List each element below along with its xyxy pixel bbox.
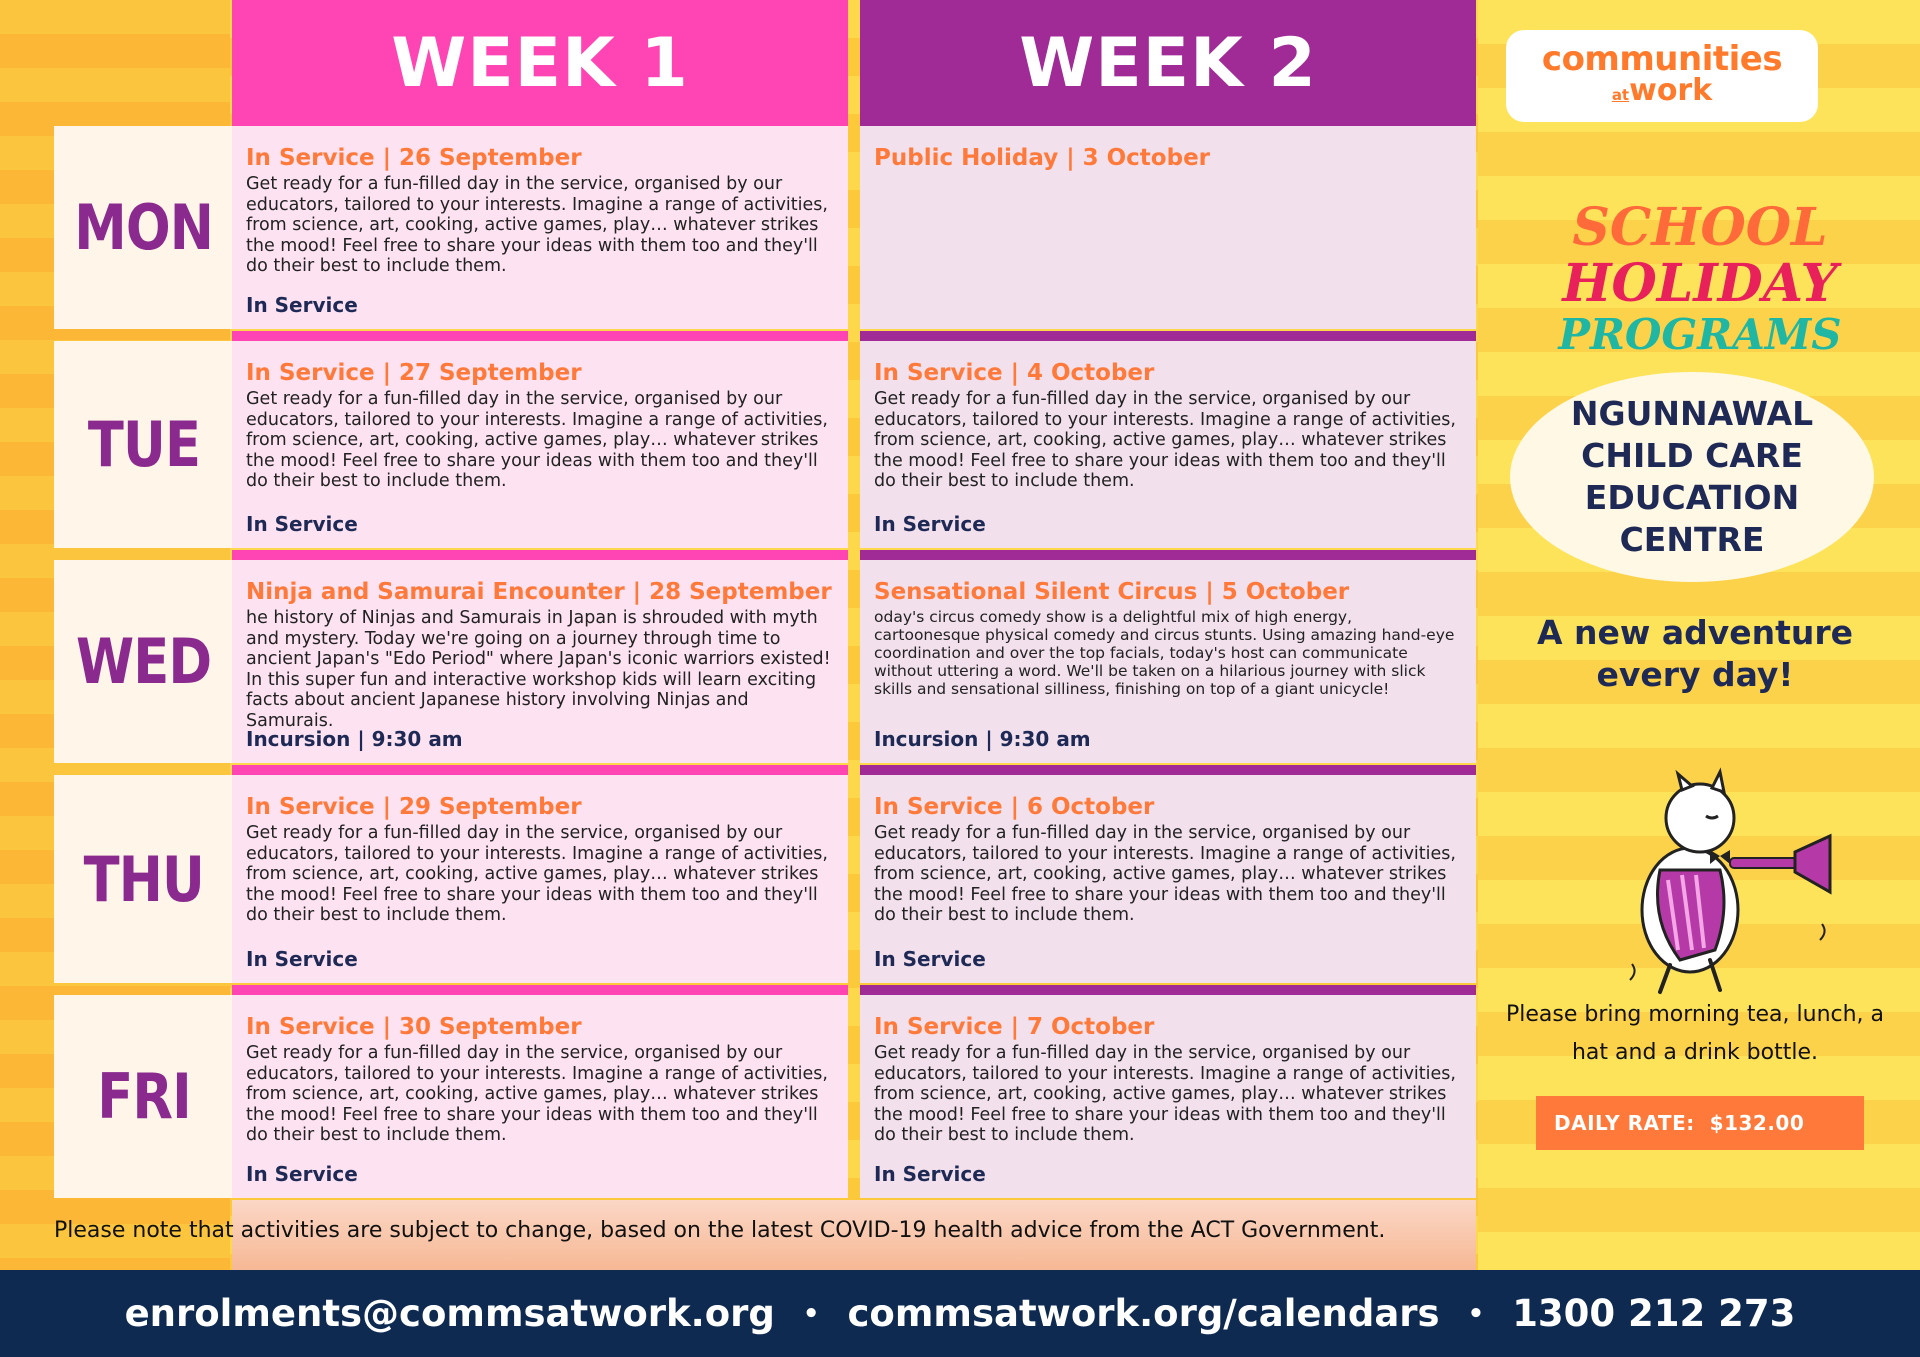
activity-title: Public Holiday | 3 October (874, 145, 1211, 171)
activity-cell-wed-week2 (860, 560, 1476, 763)
activity-type: In Service (246, 947, 358, 971)
activity-title: In Service | 4 October (874, 360, 1155, 386)
activity-description: Get ready for a fun-filled day in the service, organised by our educators, tailored to your interests. Imagine a range of activities, from science, art, cooking, active games, play… whatever strikes the mood! Feel free to share your ideas with them too and they'll do their best to include them. (874, 823, 1456, 925)
activity-description: Get ready for a fun-filled day in the service, organised by our educators, tailored to your interests. Imagine a range of activities, from science, art, cooking, active games, play… whatever strikes the mood! Feel free to share your ideas with them too and they'll do their best to include them. (874, 1043, 1456, 1145)
week-2-header: WEEK 2 (860, 0, 1476, 126)
day-label-text: THU (83, 842, 205, 916)
footer-email[interactable]: enrolments@commsatwork.org (124, 1292, 775, 1335)
day-label-fri (54, 995, 234, 1198)
daily-rate-badge (1536, 1096, 1864, 1150)
activity-cell-fri-week1 (232, 995, 848, 1198)
activity-title: In Service | 29 September (246, 794, 582, 820)
activity-cell-tue-week1 (232, 341, 848, 548)
day-label-thu (54, 775, 234, 983)
activity-title: In Service | 30 September (246, 1014, 582, 1040)
activity-cell-mon-week2 (860, 126, 1476, 329)
activity-description: Get ready for a fun-filled day in the service, organised by our educators, tailored to your interests. Imagine a range of activities, from science, art, cooking, active games, play… whatever strikes the mood! Feel free to share your ideas with them too and they'll do their best to include them. (246, 389, 828, 491)
contact-footer (0, 1270, 1920, 1357)
centre-name: NGUNNAWAL CHILD CARE EDUCATION CENTRE (1570, 394, 1814, 559)
centre-name-oval (1510, 372, 1874, 582)
footer-separator-1: • (802, 1298, 820, 1329)
day-label-text: WED (76, 625, 212, 698)
activity-cell-tue-week2 (860, 341, 1476, 548)
activity-title: In Service | 26 September (246, 145, 582, 171)
logo-at: at (1611, 86, 1630, 104)
activity-type: Incursion | 9:30 am (246, 727, 463, 751)
activity-cell-thu-week2 (860, 775, 1476, 983)
activity-type: In Service (246, 512, 358, 536)
activity-type: Incursion | 9:30 am (874, 727, 1091, 751)
logo-work: work (1629, 73, 1713, 108)
footer-website[interactable]: commsatwork.org/calendars (847, 1292, 1440, 1335)
day-label-wed (54, 560, 234, 763)
trumpet-mascot-illustration (1620, 760, 1840, 1000)
communities-at-work-logo (1506, 30, 1818, 122)
tagline: A new adventure every day! (1536, 613, 1854, 694)
activity-description: he history of Ninjas and Samurais in Japan is shrouded with myth and mystery. Today we're going on a journey through time to ancient Japan's "Edo Period" where Japan's iconic warriors existed! In this super fun and interactive workshop kids will learn exciting facts about ancient Japanese history involving Ninjas and Samurais. (246, 608, 831, 731)
day-label-text: MON (74, 191, 214, 264)
logo-line-2 (1611, 73, 1713, 110)
day-label-text: TUE (87, 408, 201, 481)
activity-title: In Service | 27 September (246, 360, 582, 386)
program-title-line-1 (1500, 197, 1900, 314)
activity-description: oday's circus comedy show is a delightful mix of high energy, cartoonesque physical comedy and circus stunts. Using amazing hand-eye coordination and over the top facials, today's host can communicate without uttering a word. We'll be taken on a hilarious journey with slick skills and sensational silliness, finishing on top of a giant unicycle! (874, 608, 1455, 698)
logo-line-1: communities (1541, 39, 1783, 79)
activity-title: Ninja and Samurai Encounter | 28 September (246, 579, 832, 605)
activity-title: Sensational Silent Circus | 5 October (874, 579, 1350, 605)
activity-cell-wed-week1 (232, 560, 848, 763)
day-label-text: FRI (97, 1060, 191, 1133)
footer-separator-2: • (1467, 1298, 1485, 1329)
activity-description: Get ready for a fun-filled day in the service, organised by our educators, tailored to your interests. Imagine a range of activities, from science, art, cooking, active games, play… whatever strikes the mood! Feel free to share your ideas with them too and they'll do their best to include them. (246, 823, 828, 925)
activity-type: In Service (246, 1162, 358, 1186)
week-1-header: WEEK 1 (232, 0, 848, 126)
footer-phone[interactable]: 1300 212 273 (1512, 1292, 1796, 1335)
activity-title: In Service | 7 October (874, 1014, 1155, 1040)
activity-cell-mon-week1 (232, 126, 848, 329)
activity-type: In Service (246, 293, 358, 317)
activity-description: Get ready for a fun-filled day in the service, organised by our educators, tailored to your interests. Imagine a range of activities, from science, art, cooking, active games, play… whatever strikes the mood! Feel free to share your ideas with them too and they'll do their best to include them. (246, 174, 828, 276)
day-label-tue (54, 341, 234, 548)
activity-title: In Service | 6 October (874, 794, 1155, 820)
activity-cell-fri-week2 (860, 995, 1476, 1198)
daily-rate-label: DAILY RATE: (1554, 1111, 1695, 1135)
program-school-word: SCHOOL (1572, 197, 1828, 258)
activity-description: Get ready for a fun-filled day in the service, organised by our educators, tailored to your interests. Imagine a range of activities, from science, art, cooking, active games, play… whatever strikes the mood! Feel free to share your ideas with them too and they'll do their best to include them. (874, 389, 1456, 491)
activity-type: In Service (874, 947, 986, 971)
activity-type: In Service (874, 1162, 986, 1186)
activity-cell-thu-week1 (232, 775, 848, 983)
day-label-mon (54, 126, 234, 329)
bring-note: Please bring morning tea, lunch, a hat and a drink bottle. (1505, 1002, 1885, 1065)
program-programs-word: PROGRAMS (1558, 310, 1842, 359)
school-holiday-programs-logo (1500, 197, 1900, 359)
activity-description: Get ready for a fun-filled day in the service, organised by our educators, tailored to your interests. Imagine a range of activities, from science, art, cooking, active games, play… whatever strikes the mood! Feel free to share your ideas with them too and they'll do their best to include them. (246, 1043, 828, 1145)
activity-type: In Service (874, 512, 986, 536)
daily-rate-value: $132.00 (1709, 1111, 1805, 1135)
covid-note: Please note that activities are subject to change, based on the latest COVID-19 health advice from the ACT Government. (54, 1218, 1386, 1243)
program-holiday-word: HOLIDAY (1562, 253, 1838, 314)
